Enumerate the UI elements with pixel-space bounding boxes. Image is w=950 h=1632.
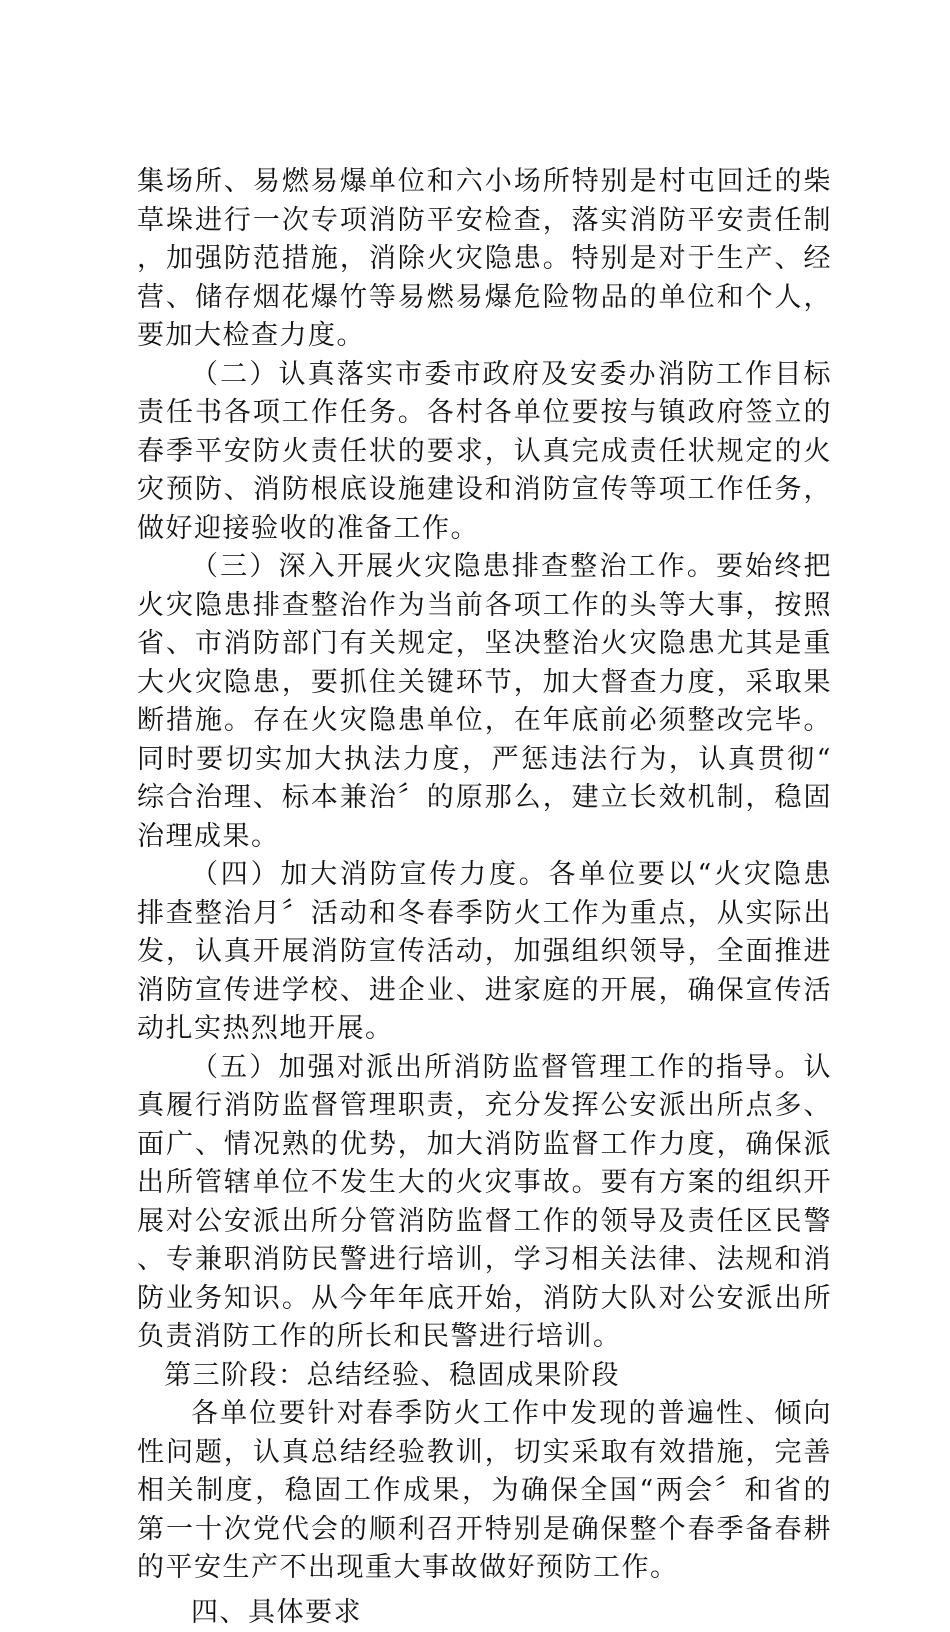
document-body: [137, 163, 832, 1632]
paragraph-item-3: （三）深入开展火灾隐患排查整治工作。要始终把火灾隐患排查整治作为当前各项工作的头等大事，按照省、市消防部门有关规定，坚决整治火灾隐患尤其是重大火灾隐患，要抓住关键环节，加大督查力度，采取果断措施。存在火灾隐患单位，在年底前必须整改完毕。同时要切实加大执法力度，严惩违法行为，认真贯彻“综合治理、标本兼治〞的原那么，建立长效机制，稳固治理成果。: [137, 548, 832, 856]
paragraph-item-2: （二）认真落实市委市政府及安委办消防工作目标责任书各项工作任务。各村各单位要按与镇政府签立的春季平安防火责任状的要求，认真完成责任状规定的火灾预防、消防根底设施建设和消防宣传等项工作任务，做好迎接验收的准备工作。: [137, 356, 832, 549]
paragraph-item-5: （五）加强对派出所消防监督管理工作的指导。认真履行消防监督管理职责，充分发挥公安派出所点多、面广、情况熟的优势，加大消防监督工作力度，确保派出所管辖单位不发生大的火灾事故。要有方案的组织开展对公安派出所分管消防监督工作的领导及责任区民警、专兼职消防民警进行培训，学习相关法律、法规和消防业务知识。从今年年底开始，消防大队对公安派出所负责消防工作的所长和民警进行培训。: [137, 1049, 832, 1357]
paragraph-continuation: 集场所、易燃易爆单位和六小场所特别是村屯回迁的柴草垛进行一次专项消防平安检查，落实消防平安责任制，加强防范措施，消除火灾隐患。特别是对于生产、经营、储存烟花爆竹等易燃易爆危险物品的单位和个人，要加大检查力度。: [137, 163, 832, 356]
stage-three-heading: 第三阶段：总结经验、稳固成果阶段: [137, 1357, 832, 1396]
paragraph-stage-three: 各单位要针对春季防火工作中发现的普遍性、倾向性问题，认真总结经验教训，切实采取有效措施，完善相关制度，稳固工作成果，为确保全国“两会〞和省的第一十次党代会的顺利召开特别是确保整个春季备春耕的平安生产不出现重大事故做好预防工作。: [137, 1395, 832, 1588]
paragraph-item-4: （四）加大消防宣传力度。各单位要以“火灾隐患排查整治月〞活动和冬春季防火工作为重点，从实际出发，认真开展消防宣传活动，加强组织领导，全面推进消防宣传进学校、进企业、进家庭的开展，确保宣传活动扎实热烈地开展。: [137, 856, 832, 1049]
section-four-heading: 四、具体要求: [137, 1594, 832, 1632]
